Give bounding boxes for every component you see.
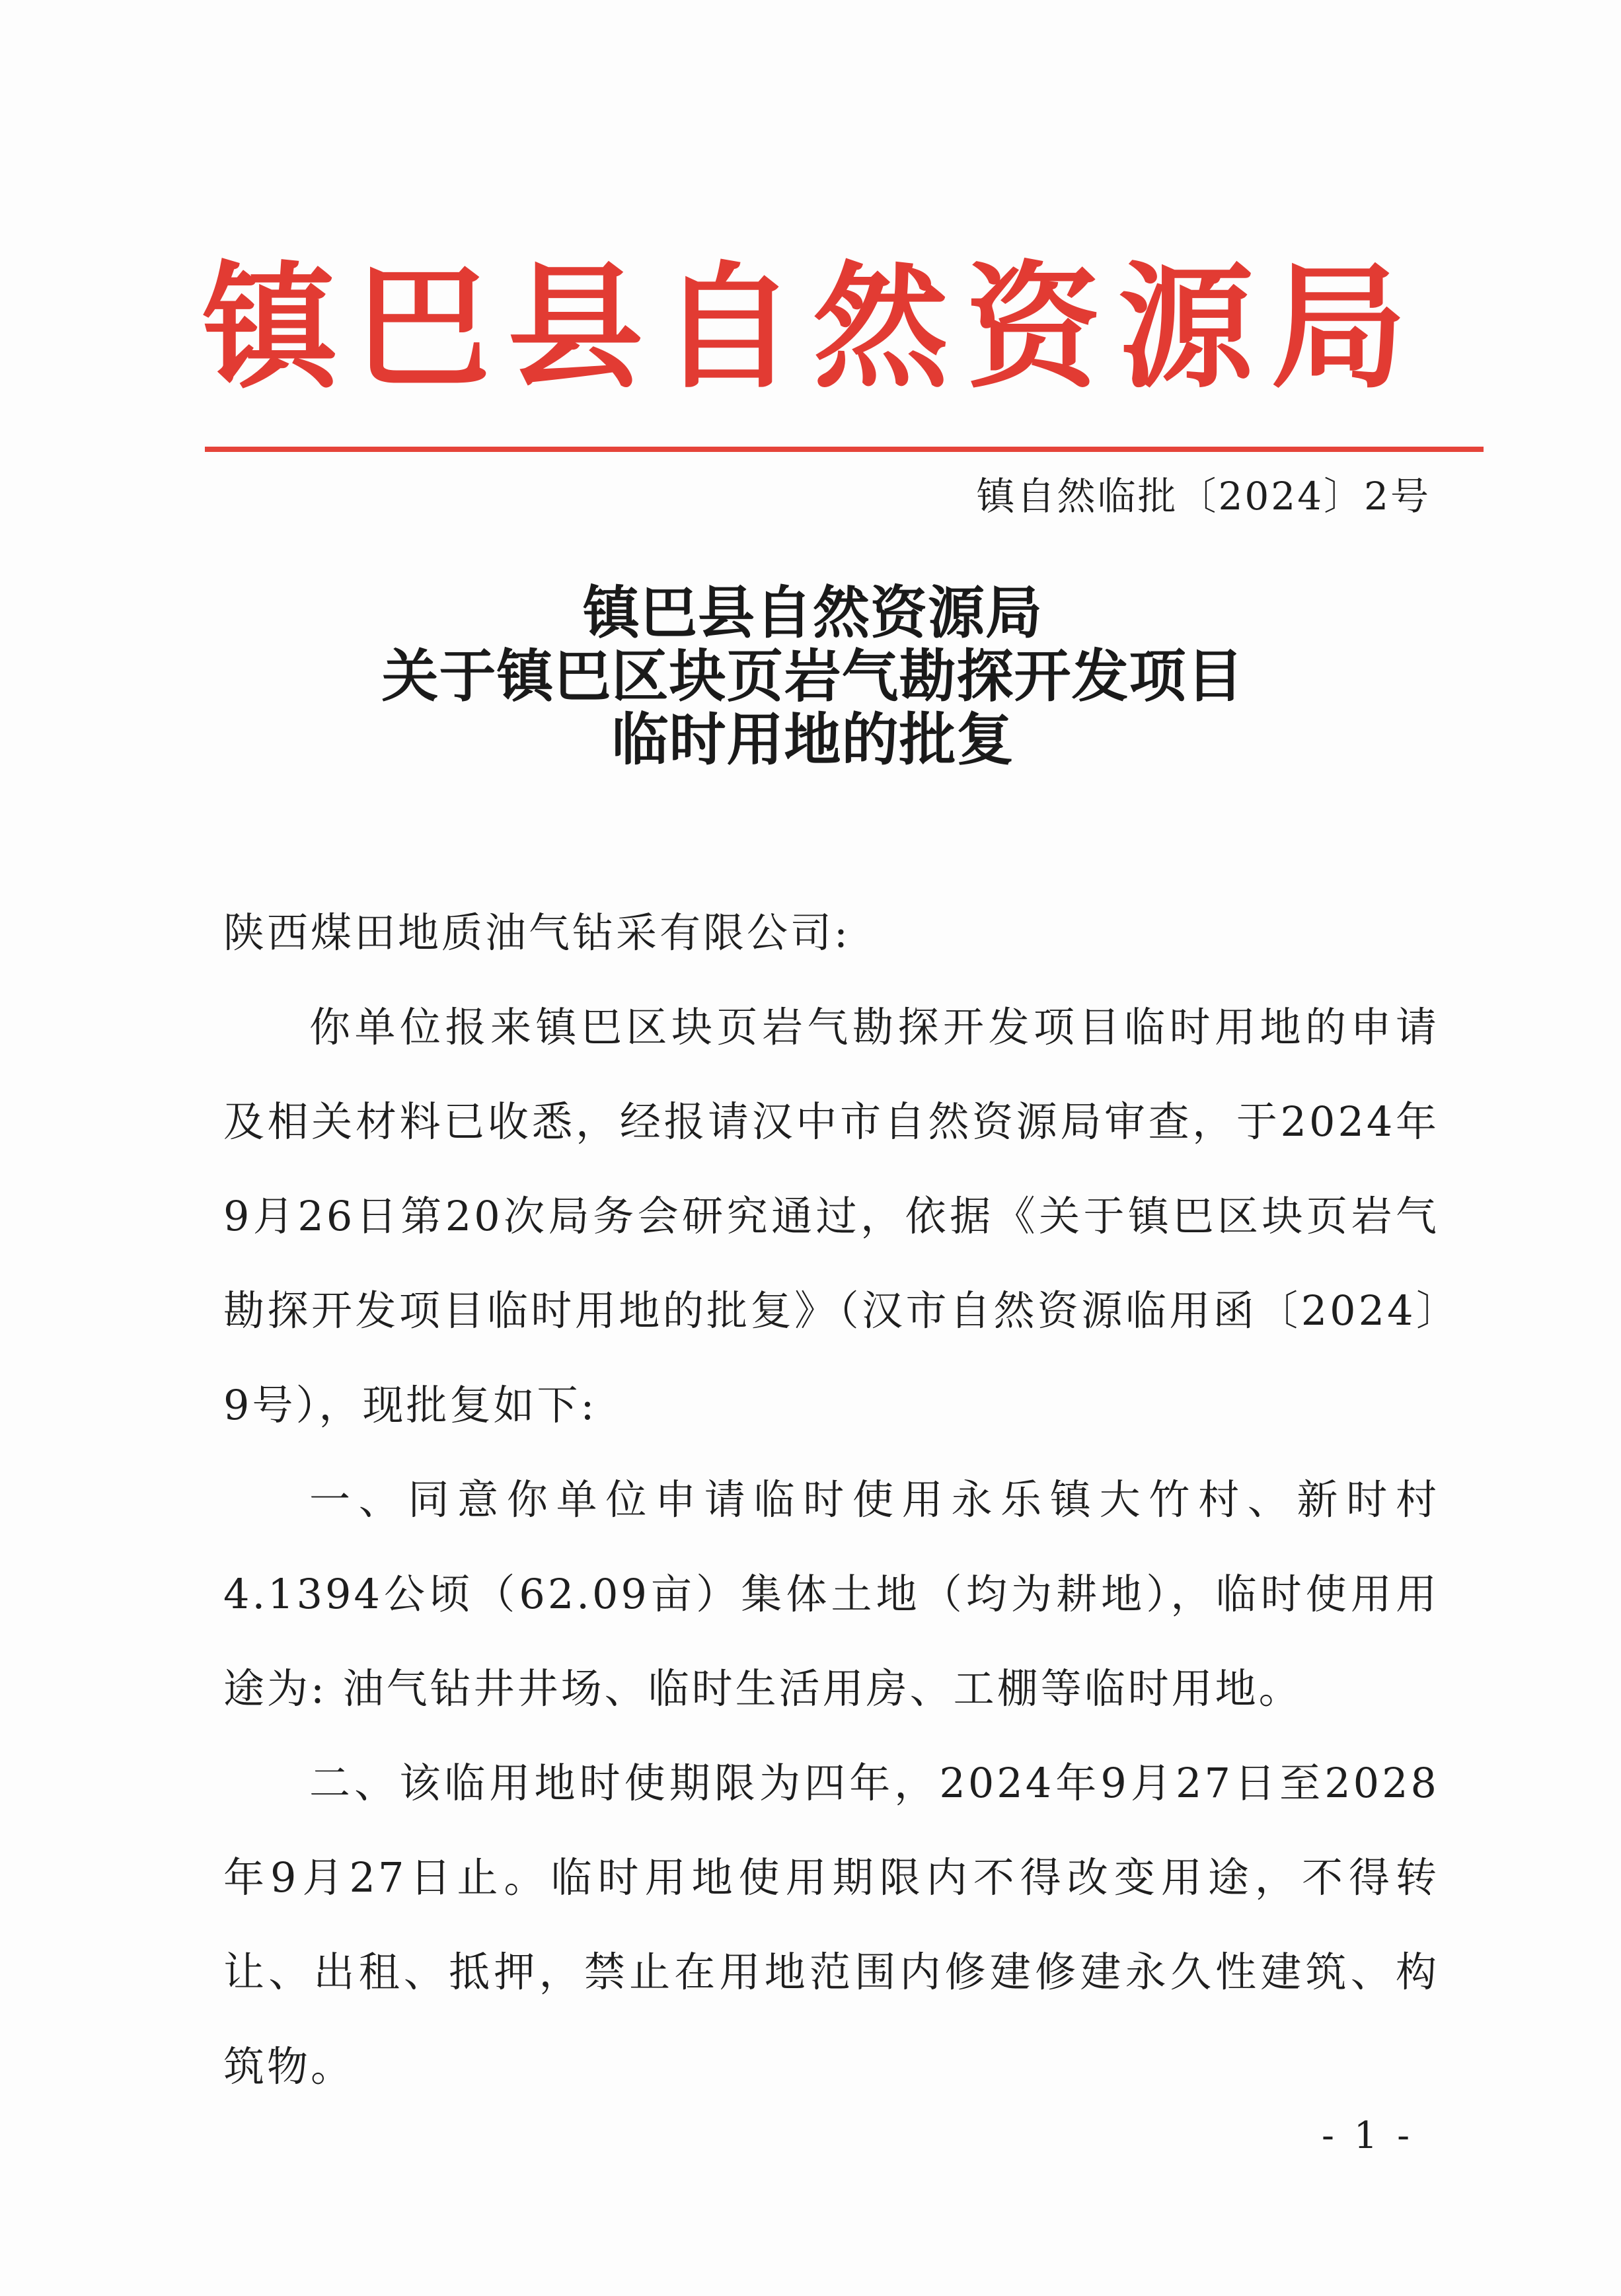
red-separator-rule [205, 447, 1484, 452]
title-line-type: 临时用地的批复 [611, 707, 1014, 773]
paragraph-item-1: 一、同意你单位申请临时使用永乐镇大竹村、新时村4.1394公顷（62.09亩）集体土地（均为耕地），临时使用用途为: 油气钻井井场、临时生活用房、工棚等临时用地。 [223, 1475, 1439, 1713]
paragraph-item-2: 二、该临用地时使期限为四年，2024年9月27日至2028年9月27日止。临时用地使用期限内不得改变用途，不得转让、出租、抵押，禁止在用地范围内修建修建永久性建筑、构筑物。 [223, 1759, 1439, 2091]
addressee: 陕西煤田地质油气钻采有限公司: [223, 908, 850, 957]
document-body [223, 885, 1439, 2114]
title-line-issuer: 镇巴县自然资源局 [583, 580, 1043, 646]
paragraph-intro: 你单位报来镇巴区块页岩气勘探开发项目临时用地的申请及相关材料已收悉，经报请汉中市自然资源局审查，于2024年9月26日第20次局务会研究通过，依据《关于镇巴区块页岩气勘探开发项目临时用地的批复》（汉市自然资源临用函〔2024〕9号），现批复如下: [223, 1003, 1439, 1429]
title-line-subject: 关于镇巴区块页岩气勘探开发项目 [381, 644, 1244, 710]
page-number: - 1 - [1322, 2114, 1414, 2157]
issuer-banner: 镇巴县自然资源局 [202, 250, 1423, 407]
document-title [198, 581, 1427, 772]
document-number: 镇自然临批〔2024〕2号 [976, 474, 1431, 519]
